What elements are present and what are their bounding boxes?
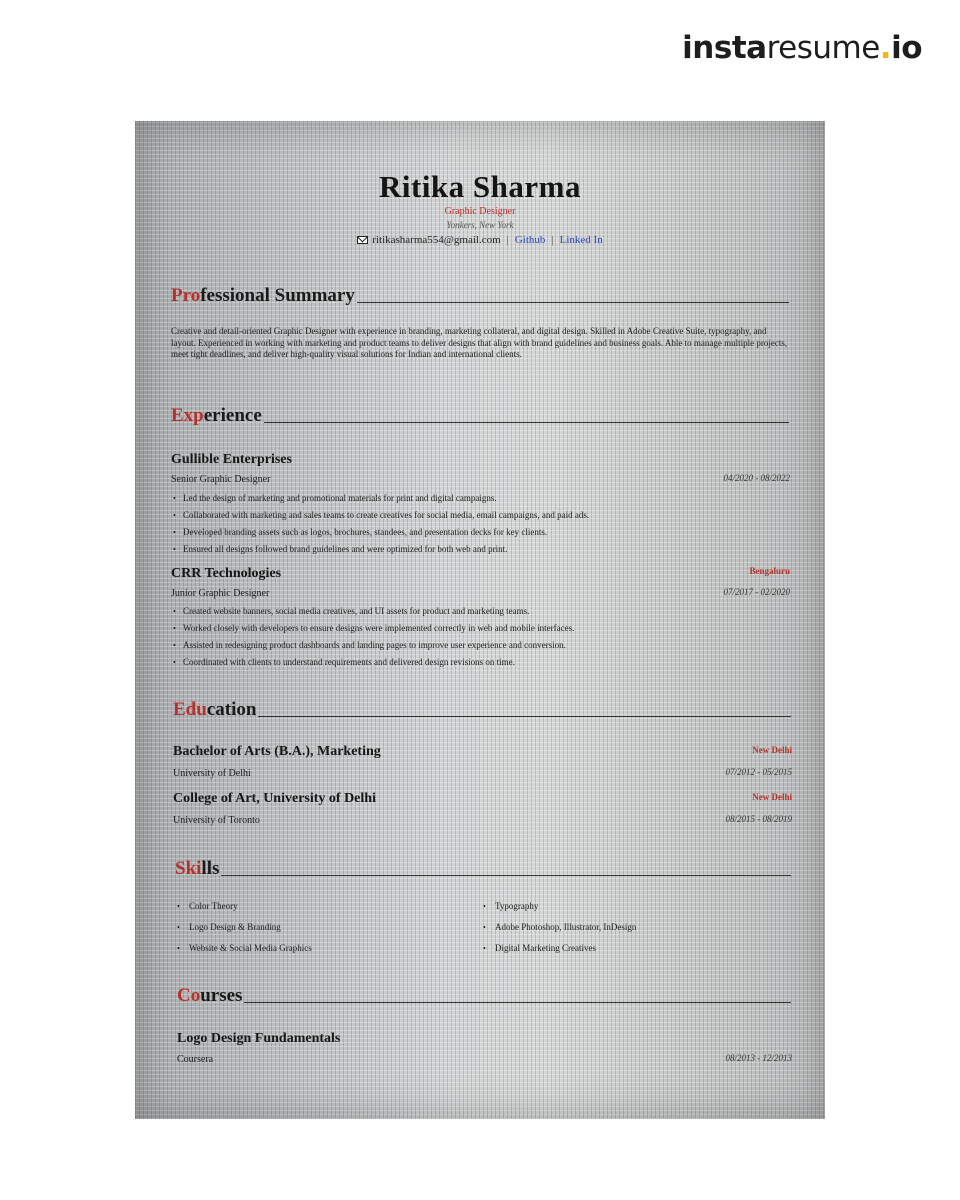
education-location: New Delhi	[752, 745, 792, 755]
list-item: • Coordinated with clients to understand requirements and delivered design revisions on time.	[173, 654, 574, 671]
resume-photo	[135, 121, 825, 1119]
education-degree: College of Art, University of Delhi	[173, 791, 376, 806]
education-dates: 08/2015 - 08/2019	[725, 814, 792, 824]
skills-list-right	[483, 896, 636, 959]
experience-company: CRR Technologies	[171, 566, 282, 581]
section-divider	[258, 716, 791, 717]
list-item: • Created website banners, social media creatives, and UI assets for product and marketing teams.	[173, 603, 574, 620]
list-item: • Color Theory	[177, 896, 312, 917]
education-location: New Delhi	[752, 792, 792, 802]
separator: |	[506, 234, 509, 246]
resume-document	[135, 121, 825, 1119]
experience-dates: 04/2020 - 08/2022	[723, 473, 790, 483]
github-link[interactable]: Github	[514, 234, 546, 246]
skills-list-left	[177, 896, 312, 959]
education-school: University of Toronto	[173, 815, 260, 826]
education-school: University of Delhi	[173, 768, 251, 779]
list-item: • Ensured all designs followed brand guidelines and were optimized for both web and print.	[173, 541, 589, 558]
section-divider	[357, 302, 789, 303]
section-summary-heading: Professional Summary	[171, 285, 789, 307]
list-item: • Adobe Photoshop, Illustrator, InDesign	[483, 917, 636, 938]
section-divider	[264, 422, 789, 423]
education-dates: 07/2012 - 05/2015	[725, 767, 792, 777]
education-degree: Bachelor of Arts (B.A.), Marketing	[173, 744, 381, 759]
experience-location: Bengaluru	[749, 566, 790, 576]
section-education-heading: Education	[173, 699, 791, 721]
experience-company: Gullible Enterprises	[171, 452, 292, 467]
summary-text: Creative and detail-oriented Graphic Designer with experience in branding, marketing collateral, and digital design. Skilled in Adobe Creative Suite, typography, and layout. Experienced in working with marketing and product teams to deliver designs that align with brand guidelines and business goals. Able to manage multiple projects, meet tight deadlines, and deliver high-quality visual solutions for Indian and international clients.	[171, 326, 788, 359]
contact-line	[135, 234, 825, 246]
resume-location: Yonkers, New York	[446, 220, 514, 230]
list-item: • Logo Design & Branding	[177, 917, 312, 938]
experience-title: Junior Graphic Designer	[171, 588, 270, 599]
experience-bullets	[173, 603, 574, 671]
section-divider	[221, 875, 791, 876]
list-item: • Worked closely with developers to ensure designs were implemented correctly in web and mobile interfaces.	[173, 620, 574, 637]
section-skills-heading: Skills	[175, 858, 791, 880]
envelope-icon	[357, 236, 368, 244]
list-item: • Developed branding assets such as logos, brochures, standees, and presentation decks for key clients.	[173, 524, 589, 541]
list-item: • Typography	[483, 896, 636, 917]
list-item: • Digital Marketing Creatives	[483, 938, 636, 959]
linkedin-link[interactable]: Linked In	[559, 234, 603, 246]
section-experience-heading: Experience	[171, 405, 789, 427]
course-provider: Coursera	[177, 1054, 214, 1065]
resume-role: Graphic Designer	[444, 206, 516, 217]
experience-bullets	[173, 490, 589, 558]
section-courses-heading: Courses	[177, 985, 791, 1007]
list-item: • Website & Social Media Graphics	[177, 938, 312, 959]
list-item: • Led the design of marketing and promotional materials for print and digital campaigns.	[173, 490, 589, 507]
email-text: ritikasharma554@gmail.com	[372, 234, 501, 246]
separator: |	[551, 234, 554, 246]
course-name: Logo Design Fundamentals	[177, 1031, 341, 1046]
course-dates: 08/2013 - 12/2013	[725, 1053, 792, 1063]
experience-title: Senior Graphic Designer	[171, 474, 271, 485]
list-item: • Collaborated with marketing and sales teams to create creatives for social media, email campaigns, and paid ads.	[173, 507, 589, 524]
instaresume-logo: instaresume.io	[682, 30, 922, 66]
resume-name: Ritika Sharma	[379, 169, 581, 204]
experience-dates: 07/2017 - 02/2020	[723, 587, 790, 597]
section-divider	[244, 1002, 791, 1003]
list-item: • Assisted in redesigning product dashboards and landing pages to improve user experience and conversion.	[173, 637, 574, 654]
